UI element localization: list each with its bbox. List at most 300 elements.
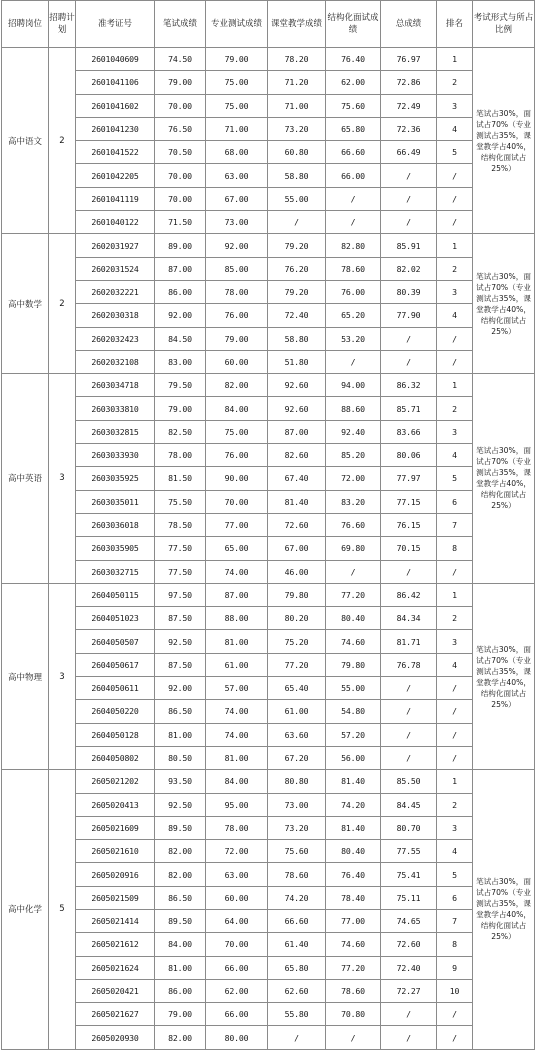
rank-cell: 6 (437, 886, 473, 909)
professional-score-cell: 81.00 (206, 630, 268, 653)
written-score-cell: 70.00 (155, 94, 206, 117)
rank-cell: 4 (437, 444, 473, 467)
exam-id-cell: 2605021612 (76, 933, 155, 956)
written-score-cell: 81.00 (155, 723, 206, 746)
table-row (2, 793, 535, 816)
interview-score-cell: 78.60 (326, 257, 381, 280)
header-exam-id: 准考证号 (76, 1, 155, 48)
total-score-cell: 77.55 (381, 840, 437, 863)
rank-cell: 3 (437, 630, 473, 653)
teaching-score-cell: 61.40 (268, 933, 326, 956)
rank-cell: / (437, 1003, 473, 1026)
table-row (2, 909, 535, 932)
professional-score-cell: 60.00 (206, 886, 268, 909)
table-row (2, 257, 535, 280)
rank-cell: 10 (437, 979, 473, 1002)
table-row (2, 513, 535, 536)
table-row (2, 933, 535, 956)
exam-id-cell: 2604050220 (76, 700, 155, 723)
table-row (2, 583, 535, 606)
interview-score-cell: 92.40 (326, 420, 381, 443)
interview-score-cell: 77.20 (326, 956, 381, 979)
table-row (2, 1026, 535, 1049)
teaching-score-cell: 67.00 (268, 537, 326, 560)
rank-cell: 4 (437, 117, 473, 140)
interview-score-cell: / (326, 350, 381, 373)
exam-id-cell: 2601041230 (76, 117, 155, 140)
interview-score-cell: 62.00 (326, 71, 381, 94)
interview-score-cell: / (326, 211, 381, 234)
written-score-cell: 80.50 (155, 746, 206, 769)
exam-id-cell: 2601041602 (76, 94, 155, 117)
table-row (2, 374, 535, 397)
rank-cell: 2 (437, 257, 473, 280)
written-score-cell: 82.50 (155, 420, 206, 443)
interview-score-cell: 77.00 (326, 909, 381, 932)
exam-id-cell: 2605021202 (76, 770, 155, 793)
total-score-cell: 70.15 (381, 537, 437, 560)
total-score-cell: 76.78 (381, 653, 437, 676)
written-score-cell: 93.50 (155, 770, 206, 793)
rank-cell: / (437, 1026, 473, 1049)
teaching-score-cell: 55.80 (268, 1003, 326, 1026)
exam-id-cell: 2605021627 (76, 1003, 155, 1026)
rank-cell: 3 (437, 280, 473, 303)
rank-cell: 4 (437, 840, 473, 863)
total-score-cell: 66.49 (381, 141, 437, 164)
teaching-score-cell: 72.40 (268, 304, 326, 327)
professional-score-cell: 88.00 (206, 607, 268, 630)
teaching-score-cell: 75.20 (268, 630, 326, 653)
exam-id-cell: 2604050115 (76, 583, 155, 606)
table-row (2, 280, 535, 303)
table-row (2, 863, 535, 886)
rank-cell: / (437, 700, 473, 723)
written-score-cell: 83.00 (155, 350, 206, 373)
professional-score-cell: 63.00 (206, 863, 268, 886)
table-row (2, 537, 535, 560)
teaching-score-cell: 66.60 (268, 909, 326, 932)
table-row (2, 770, 535, 793)
total-score-cell: 72.49 (381, 94, 437, 117)
table-row (2, 164, 535, 187)
rank-cell: / (437, 211, 473, 234)
interview-score-cell: 53.20 (326, 327, 381, 350)
teaching-score-cell: 80.80 (268, 770, 326, 793)
rank-cell: 2 (437, 397, 473, 420)
header-position: 招聘岗位 (2, 1, 49, 48)
interview-score-cell: 65.20 (326, 304, 381, 327)
interview-score-cell: 74.60 (326, 933, 381, 956)
rank-cell: / (437, 746, 473, 769)
rank-cell: 1 (437, 48, 473, 71)
teaching-score-cell: 58.80 (268, 327, 326, 350)
score-table (1, 0, 535, 1050)
teaching-score-cell: 46.00 (268, 560, 326, 583)
written-score-cell: 71.50 (155, 211, 206, 234)
exam-id-cell: 2601041119 (76, 187, 155, 210)
interview-score-cell: 85.20 (326, 444, 381, 467)
professional-score-cell: 72.00 (206, 840, 268, 863)
total-score-cell: 76.97 (381, 48, 437, 71)
professional-score-cell: 75.00 (206, 71, 268, 94)
header-written: 笔试成绩 (155, 1, 206, 48)
exam-id-cell: 2602030318 (76, 304, 155, 327)
interview-score-cell: 78.60 (326, 979, 381, 1002)
interview-score-cell: / (326, 187, 381, 210)
professional-score-cell: 80.00 (206, 1026, 268, 1049)
position-cell: 高中物理 (2, 583, 49, 769)
interview-score-cell: 80.40 (326, 607, 381, 630)
written-score-cell: 70.00 (155, 187, 206, 210)
professional-score-cell: 85.00 (206, 257, 268, 280)
total-score-cell: / (381, 211, 437, 234)
table-row (2, 187, 535, 210)
table-row (2, 490, 535, 513)
total-score-cell: 80.39 (381, 280, 437, 303)
written-score-cell: 78.50 (155, 513, 206, 536)
interview-score-cell: 54.80 (326, 700, 381, 723)
total-score-cell: 80.70 (381, 816, 437, 839)
rank-cell: 5 (437, 863, 473, 886)
table-row (2, 560, 535, 583)
exam-id-cell: 2602032221 (76, 280, 155, 303)
interview-score-cell: 94.00 (326, 374, 381, 397)
rank-cell: 1 (437, 770, 473, 793)
interview-score-cell: 74.60 (326, 630, 381, 653)
method-cell: 笔试占30%，面试占70%（专业测试占35%，课堂教学占40%，结构化面试占25%） (473, 583, 535, 769)
written-score-cell: 84.00 (155, 933, 206, 956)
teaching-score-cell: 78.20 (268, 48, 326, 71)
table-row (2, 420, 535, 443)
total-score-cell: / (381, 164, 437, 187)
teaching-score-cell: 92.60 (268, 397, 326, 420)
written-score-cell: 82.00 (155, 840, 206, 863)
teaching-score-cell: 58.80 (268, 164, 326, 187)
table-row (2, 141, 535, 164)
position-cell: 高中化学 (2, 770, 49, 1050)
table-row (2, 700, 535, 723)
teaching-score-cell: 78.60 (268, 863, 326, 886)
total-score-cell: 80.06 (381, 444, 437, 467)
teaching-score-cell: 73.20 (268, 816, 326, 839)
rank-cell: 3 (437, 94, 473, 117)
rank-cell: 7 (437, 513, 473, 536)
table-row (2, 653, 535, 676)
teaching-score-cell: 65.40 (268, 677, 326, 700)
table-row (2, 117, 535, 140)
exam-id-cell: 2602032423 (76, 327, 155, 350)
professional-score-cell: 67.00 (206, 187, 268, 210)
table-row (2, 397, 535, 420)
exam-id-cell: 2603034718 (76, 374, 155, 397)
exam-id-cell: 2605021610 (76, 840, 155, 863)
written-score-cell: 70.00 (155, 164, 206, 187)
header-method: 考试形式与所占比例 (473, 1, 535, 48)
total-score-cell: 72.60 (381, 933, 437, 956)
professional-score-cell: 64.00 (206, 909, 268, 932)
written-score-cell: 81.50 (155, 467, 206, 490)
professional-score-cell: 68.00 (206, 141, 268, 164)
written-score-cell: 79.00 (155, 1003, 206, 1026)
total-score-cell: / (381, 350, 437, 373)
interview-score-cell: 57.20 (326, 723, 381, 746)
professional-score-cell: 75.00 (206, 420, 268, 443)
exam-id-cell: 2604050617 (76, 653, 155, 676)
teaching-score-cell: 71.00 (268, 94, 326, 117)
rank-cell: / (437, 723, 473, 746)
plan-cell: 3 (49, 374, 76, 584)
written-score-cell: 92.50 (155, 630, 206, 653)
written-score-cell: 92.50 (155, 793, 206, 816)
professional-score-cell: 70.00 (206, 933, 268, 956)
professional-score-cell: 90.00 (206, 467, 268, 490)
written-score-cell: 79.00 (155, 397, 206, 420)
teaching-score-cell: 79.20 (268, 234, 326, 257)
plan-cell: 5 (49, 770, 76, 1050)
total-score-cell: 86.32 (381, 374, 437, 397)
rank-cell: 7 (437, 909, 473, 932)
exam-id-cell: 2601041106 (76, 71, 155, 94)
teaching-score-cell: / (268, 211, 326, 234)
professional-score-cell: 76.00 (206, 444, 268, 467)
table-row (2, 723, 535, 746)
exam-id-cell: 2601041522 (76, 141, 155, 164)
written-score-cell: 79.50 (155, 374, 206, 397)
professional-score-cell: 75.00 (206, 94, 268, 117)
position-cell: 高中语文 (2, 48, 49, 234)
rank-cell: 2 (437, 793, 473, 816)
position-cell: 高中数学 (2, 234, 49, 374)
table-row (2, 979, 535, 1002)
teaching-score-cell: 72.60 (268, 513, 326, 536)
exam-id-cell: 2603035925 (76, 467, 155, 490)
teaching-score-cell: 87.00 (268, 420, 326, 443)
table-row (2, 607, 535, 630)
exam-id-cell: 2601040609 (76, 48, 155, 71)
rank-cell: 5 (437, 467, 473, 490)
teaching-score-cell: 80.20 (268, 607, 326, 630)
table-row (2, 350, 535, 373)
exam-id-cell: 2602031524 (76, 257, 155, 280)
table-row (2, 71, 535, 94)
rank-cell: 2 (437, 607, 473, 630)
written-score-cell: 79.00 (155, 71, 206, 94)
rank-cell: 2 (437, 71, 473, 94)
rank-cell: 4 (437, 304, 473, 327)
header-professional: 专业测试成绩 (206, 1, 268, 48)
table-row (2, 1003, 535, 1026)
exam-id-cell: 2605021624 (76, 956, 155, 979)
professional-score-cell: 92.00 (206, 234, 268, 257)
written-score-cell: 87.50 (155, 607, 206, 630)
teaching-score-cell: 51.80 (268, 350, 326, 373)
teaching-score-cell: 62.60 (268, 979, 326, 1002)
method-cell: 笔试占30%，面试占70%（专业测试占35%，课堂教学占40%，结构化面试占25%） (473, 48, 535, 234)
written-score-cell: 89.50 (155, 816, 206, 839)
interview-score-cell: 79.80 (326, 653, 381, 676)
total-score-cell: 85.91 (381, 234, 437, 257)
professional-score-cell: 74.00 (206, 723, 268, 746)
interview-score-cell: 74.20 (326, 793, 381, 816)
interview-score-cell: 88.60 (326, 397, 381, 420)
total-score-cell: / (381, 1026, 437, 1049)
table-row (2, 444, 535, 467)
professional-score-cell: 79.00 (206, 327, 268, 350)
written-score-cell: 87.00 (155, 257, 206, 280)
exam-id-cell: 2605021509 (76, 886, 155, 909)
professional-score-cell: 57.00 (206, 677, 268, 700)
exam-id-cell: 2604050507 (76, 630, 155, 653)
rank-cell: 4 (437, 653, 473, 676)
professional-score-cell: 78.00 (206, 280, 268, 303)
written-score-cell: 97.50 (155, 583, 206, 606)
exam-id-cell: 2603032715 (76, 560, 155, 583)
total-score-cell: 85.50 (381, 770, 437, 793)
interview-score-cell: 81.40 (326, 816, 381, 839)
teaching-score-cell: 61.00 (268, 700, 326, 723)
total-score-cell: 77.90 (381, 304, 437, 327)
exam-id-cell: 2605020421 (76, 979, 155, 1002)
header-teaching: 课堂教学成绩 (268, 1, 326, 48)
plan-cell: 3 (49, 583, 76, 769)
interview-score-cell: 83.20 (326, 490, 381, 513)
total-score-cell: 81.71 (381, 630, 437, 653)
rank-cell: / (437, 677, 473, 700)
professional-score-cell: 74.00 (206, 560, 268, 583)
table-row (2, 304, 535, 327)
total-score-cell: / (381, 327, 437, 350)
written-score-cell: 75.50 (155, 490, 206, 513)
interview-score-cell: 77.20 (326, 583, 381, 606)
written-score-cell: 76.50 (155, 117, 206, 140)
professional-score-cell: 65.00 (206, 537, 268, 560)
total-score-cell: 76.15 (381, 513, 437, 536)
professional-score-cell: 78.00 (206, 816, 268, 839)
written-score-cell: 77.50 (155, 560, 206, 583)
interview-score-cell: 76.00 (326, 280, 381, 303)
rank-cell: 1 (437, 374, 473, 397)
table-row (2, 886, 535, 909)
method-cell: 笔试占30%，面试占70%（专业测试占35%，课堂教学占40%，结构化面试占25%） (473, 770, 535, 1050)
interview-score-cell: 82.80 (326, 234, 381, 257)
interview-score-cell: 76.60 (326, 513, 381, 536)
exam-id-cell: 2605021609 (76, 816, 155, 839)
exam-id-cell: 2604051023 (76, 607, 155, 630)
total-score-cell: / (381, 187, 437, 210)
exam-id-cell: 2603033930 (76, 444, 155, 467)
total-score-cell: 85.71 (381, 397, 437, 420)
method-cell: 笔试占30%，面试占70%（专业测试占35%，课堂教学占40%，结构化面试占25%） (473, 374, 535, 584)
written-score-cell: 84.50 (155, 327, 206, 350)
total-score-cell: 84.45 (381, 793, 437, 816)
teaching-score-cell: 73.00 (268, 793, 326, 816)
exam-id-cell: 2604050611 (76, 677, 155, 700)
professional-score-cell: 84.00 (206, 770, 268, 793)
rank-cell: 1 (437, 583, 473, 606)
total-score-cell: 75.11 (381, 886, 437, 909)
interview-score-cell: 76.40 (326, 863, 381, 886)
interview-score-cell: 72.00 (326, 467, 381, 490)
exam-id-cell: 2602031927 (76, 234, 155, 257)
teaching-score-cell: 82.60 (268, 444, 326, 467)
table-row (2, 94, 535, 117)
total-score-cell: 72.27 (381, 979, 437, 1002)
teaching-score-cell: 71.20 (268, 71, 326, 94)
professional-score-cell: 74.00 (206, 700, 268, 723)
interview-score-cell: 55.00 (326, 677, 381, 700)
rank-cell: 9 (437, 956, 473, 979)
total-score-cell: 77.97 (381, 467, 437, 490)
exam-id-cell: 2602032108 (76, 350, 155, 373)
rank-cell: / (437, 187, 473, 210)
professional-score-cell: 76.00 (206, 304, 268, 327)
exam-id-cell: 2603036018 (76, 513, 155, 536)
rank-cell: 6 (437, 490, 473, 513)
table-row (2, 956, 535, 979)
professional-score-cell: 70.00 (206, 490, 268, 513)
interview-score-cell: 80.40 (326, 840, 381, 863)
header-plan: 招聘计划 (49, 1, 76, 48)
written-score-cell: 86.00 (155, 280, 206, 303)
header-total: 总成绩 (381, 1, 437, 48)
exam-id-cell: 2605021414 (76, 909, 155, 932)
exam-id-cell: 2603035011 (76, 490, 155, 513)
table-row (2, 234, 535, 257)
interview-score-cell: 66.00 (326, 164, 381, 187)
total-score-cell: 72.86 (381, 71, 437, 94)
written-score-cell: 89.50 (155, 909, 206, 932)
teaching-score-cell: 79.80 (268, 583, 326, 606)
rank-cell: / (437, 350, 473, 373)
table-row (2, 677, 535, 700)
professional-score-cell: 66.00 (206, 1003, 268, 1026)
table-row (2, 327, 535, 350)
interview-score-cell: 56.00 (326, 746, 381, 769)
total-score-cell: 72.40 (381, 956, 437, 979)
rank-cell: 8 (437, 537, 473, 560)
total-score-cell: 83.66 (381, 420, 437, 443)
teaching-score-cell: 73.20 (268, 117, 326, 140)
written-score-cell: 74.50 (155, 48, 206, 71)
exam-id-cell: 2604050128 (76, 723, 155, 746)
exam-id-cell: 2605020930 (76, 1026, 155, 1049)
professional-score-cell: 84.00 (206, 397, 268, 420)
written-score-cell: 86.50 (155, 886, 206, 909)
header-row (2, 1, 535, 48)
plan-cell: 2 (49, 234, 76, 374)
total-score-cell: 74.65 (381, 909, 437, 932)
rank-cell: / (437, 560, 473, 583)
rank-cell: 1 (437, 234, 473, 257)
exam-id-cell: 2601040122 (76, 211, 155, 234)
plan-cell: 2 (49, 48, 76, 234)
table-row (2, 746, 535, 769)
rank-cell: 3 (437, 816, 473, 839)
exam-id-cell: 2603033810 (76, 397, 155, 420)
exam-id-cell: 2604050802 (76, 746, 155, 769)
teaching-score-cell: 81.40 (268, 490, 326, 513)
table-row (2, 630, 535, 653)
rank-cell: 3 (437, 420, 473, 443)
written-score-cell: 86.00 (155, 979, 206, 1002)
professional-score-cell: 79.00 (206, 48, 268, 71)
professional-score-cell: 95.00 (206, 793, 268, 816)
interview-score-cell: 75.60 (326, 94, 381, 117)
exam-id-cell: 2605020413 (76, 793, 155, 816)
teaching-score-cell: 63.60 (268, 723, 326, 746)
total-score-cell: 82.02 (381, 257, 437, 280)
